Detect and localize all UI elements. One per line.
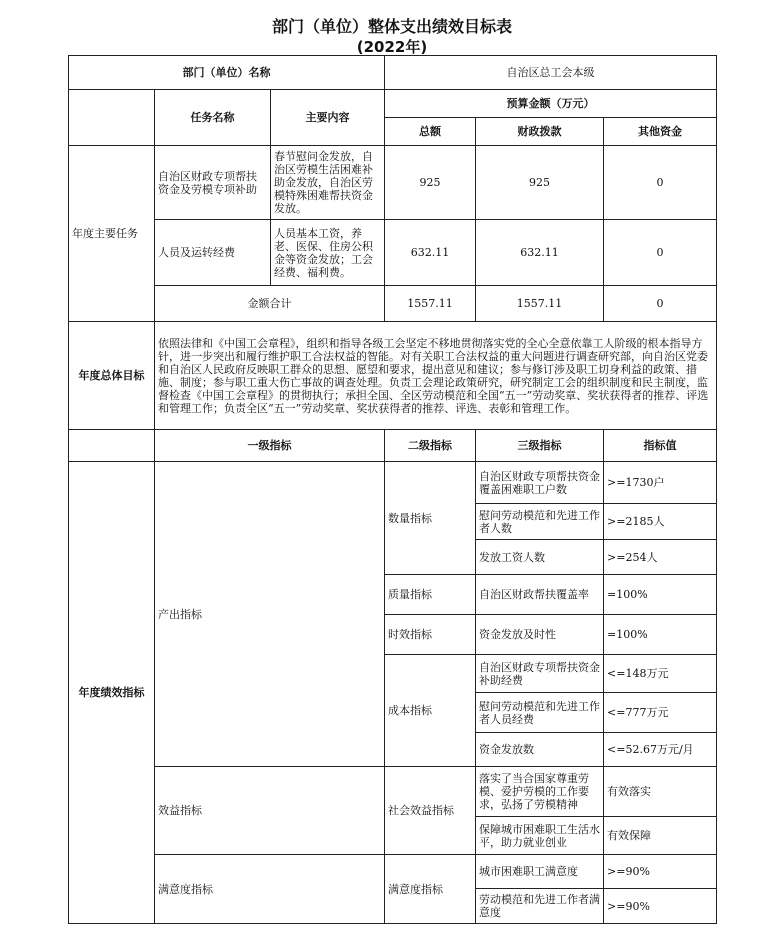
main-content-header: 主要内容 xyxy=(271,90,385,146)
level3-indicator: 劳动模范和先进工作者满意度 xyxy=(476,889,604,924)
blank-cell xyxy=(69,90,155,146)
indicator-value: <=777万元 xyxy=(604,693,717,733)
other-header: 其他资金 xyxy=(604,118,717,146)
level2-indicator: 满意度指标 xyxy=(385,855,476,924)
task-fiscal: 925 xyxy=(476,146,604,220)
level2-indicator: 成本指标 xyxy=(385,655,476,767)
indicator-value: >=2185人 xyxy=(604,504,717,540)
indicator-value: >=90% xyxy=(604,889,717,924)
indicator-value: 有效保障 xyxy=(604,817,717,855)
level3-indicator: 保障城市困难职工生活水平，助力就业创业 xyxy=(476,817,604,855)
level3-indicator: 落实了当合国家尊重劳模、爱护劳模的工作要求，弘扬了劳模精神 xyxy=(476,767,604,817)
dept-label: 部门（单位）名称 xyxy=(69,56,385,90)
task-content: 人员基本工资，养老、医保、住房公积金等资金发放；工会经费、福利费。 xyxy=(271,220,385,286)
task-other: 0 xyxy=(604,146,717,220)
level2-indicator: 社会效益指标 xyxy=(385,767,476,855)
total-header: 总额 xyxy=(385,118,476,146)
value-header: 指标值 xyxy=(604,430,717,462)
performance-table xyxy=(68,55,717,924)
level3-indicator: 发放工资人数 xyxy=(476,540,604,575)
task-name: 人员及运转经费 xyxy=(155,220,271,286)
page-title: 部门（单位）整体支出绩效目标表 xyxy=(271,17,512,36)
fiscal-header: 财政拨款 xyxy=(476,118,604,146)
task-fiscal: 632.11 xyxy=(476,220,604,286)
blank-cell xyxy=(69,430,155,462)
level3-indicator: 慰问劳动模范和先进工作者人数 xyxy=(476,504,604,540)
indicator-value: 有效落实 xyxy=(604,767,717,817)
indicator-value: >=1730户 xyxy=(604,462,717,504)
dept-value: 自治区总工会本级 xyxy=(385,56,717,90)
level1-indicator: 产出指标 xyxy=(155,462,385,767)
task-content: 春节慰问金发放，自治区劳模生活困难补助金发放，自治区劳模特殊困难帮扶资金发放。 xyxy=(271,146,385,220)
sum-fiscal: 1557.11 xyxy=(476,286,604,322)
indicator-value: =100% xyxy=(604,575,717,615)
level3-indicator: 城市困难职工满意度 xyxy=(476,855,604,889)
indicator-value: >=90% xyxy=(604,855,717,889)
overall-goal-text: 依照法律和《中国工会章程》，组织和指导各级工会坚定不移地贯彻落实党的全心全意依靠工人阶级的根本指导方针，进一步突出和履行维护职工合法权益的智能。对有关职工合法权益的重大问题进行调查研究部，向自治区党委和自治区人民政府反映职工群众的思想、愿望和要求，提出意见和建议；参与修订涉及职工切身利益的政策、措施、制度；参与职工重大伤亡事故的调查处理。负责工会理论政策研究，研究制定工会的组织制度和民主制度，监督检查《中国工会章程》的贯彻执行；承担全国、全区劳动模范和全国“五一”劳动奖章、奖状获得者的推荐、评选和管理工作；负责全区“五一”劳动奖章、奖状获得者的推荐、评选、表彰和管理工作。 xyxy=(155,322,717,430)
indicator-value: <=148万元 xyxy=(604,655,717,693)
budget-header: 预算金额（万元） xyxy=(385,90,717,118)
indicators-label: 年度绩效指标 xyxy=(69,462,155,924)
task-total: 925 xyxy=(385,146,476,220)
level3-indicator: 资金发放数 xyxy=(476,733,604,767)
indicator-value: <=52.67万元/月 xyxy=(604,733,717,767)
level2-indicator: 质量指标 xyxy=(385,575,476,615)
level2-indicator: 数量指标 xyxy=(385,462,476,575)
annual-tasks-label: 年度主要任务 xyxy=(69,146,155,322)
level3-indicator: 自治区财政帮扶覆盖率 xyxy=(476,575,604,615)
level3-header: 三级指标 xyxy=(476,430,604,462)
level1-indicator: 满意度指标 xyxy=(155,855,385,924)
level2-header: 二级指标 xyxy=(385,430,476,462)
sum-other: 0 xyxy=(604,286,717,322)
task-name: 自治区财政专项帮扶资金及劳模专项补助 xyxy=(155,146,271,220)
sum-total: 1557.11 xyxy=(385,286,476,322)
level3-indicator: 慰问劳动模范和先进工作者人员经费 xyxy=(476,693,604,733)
level2-indicator: 时效指标 xyxy=(385,615,476,655)
sum-label: 金额合计 xyxy=(155,286,385,322)
overall-goal-label: 年度总体目标 xyxy=(69,322,155,430)
task-total: 632.11 xyxy=(385,220,476,286)
level1-indicator: 效益指标 xyxy=(155,767,385,855)
level3-indicator: 资金发放及时性 xyxy=(476,615,604,655)
level1-header: 一级指标 xyxy=(155,430,385,462)
task-name-header: 任务名称 xyxy=(155,90,271,146)
indicator-value: =100% xyxy=(604,615,717,655)
page-subtitle: (2022年) xyxy=(356,38,428,56)
task-other: 0 xyxy=(604,220,717,286)
level3-indicator: 自治区财政专项帮扶资金补助经费 xyxy=(476,655,604,693)
indicator-value: >=254人 xyxy=(604,540,717,575)
level3-indicator: 自治区财政专项帮扶资金覆盖困难职工户数 xyxy=(476,462,604,504)
